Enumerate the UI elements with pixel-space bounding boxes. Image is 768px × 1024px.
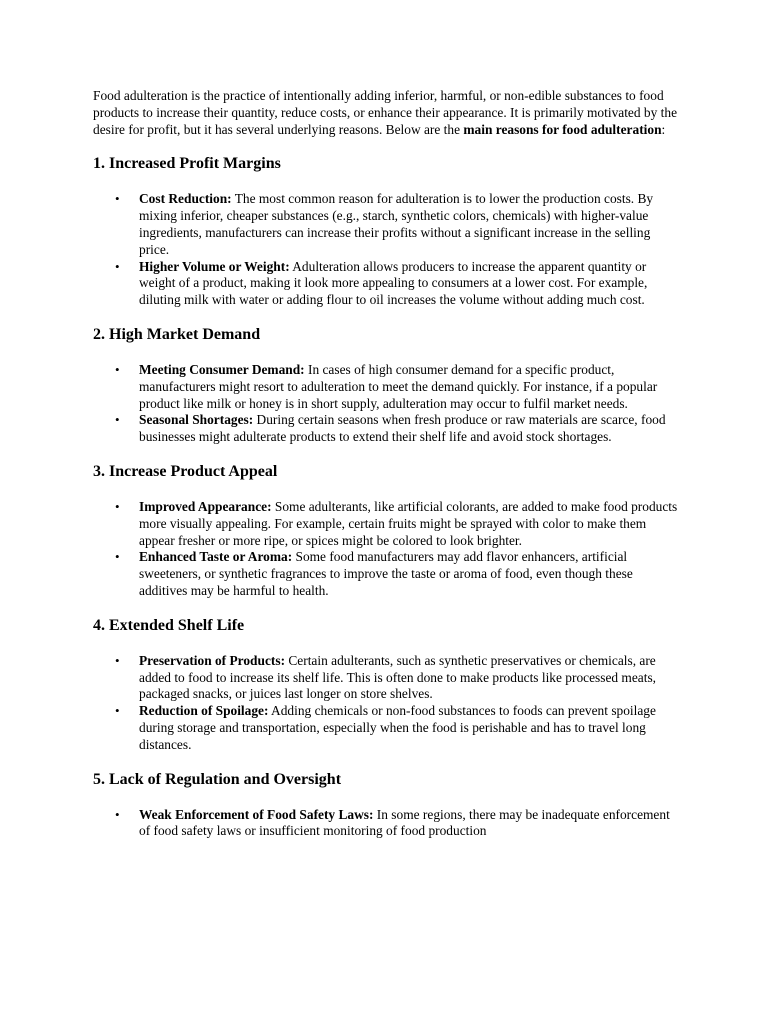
- bullet-list: [93, 653, 679, 754]
- bullet-icon: •: [115, 361, 120, 377]
- bullet-icon: •: [115, 549, 120, 565]
- bullet-icon: •: [115, 191, 120, 207]
- item-text: Some adulterants, like artificial colorants, are added to make food products more visually appealing. For example, certain fruits might be sprayed with color to make them appear fresher or more ripe, or spices might be colored to look brighter.: [139, 498, 678, 548]
- item-term: Reduction of Spoilage:: [139, 703, 269, 719]
- bullet-icon: •: [115, 412, 120, 428]
- intro-bold-text: main reasons for food adulteration: [463, 121, 662, 137]
- intro-paragraph: [93, 88, 679, 138]
- bullet-icon: •: [115, 498, 120, 514]
- list-item: [93, 499, 679, 549]
- bullet-icon: •: [115, 806, 120, 822]
- item-term: Weak Enforcement of Food Safety Laws:: [139, 806, 374, 822]
- bullet-list: [93, 191, 679, 309]
- document-page: [93, 88, 679, 840]
- bullet-list: [93, 362, 679, 446]
- list-item: [93, 412, 679, 446]
- section-heading: 1. Increased Profit Margins: [93, 155, 281, 173]
- bullet-list: [93, 807, 679, 841]
- bullet-icon: •: [115, 652, 120, 668]
- list-item: [93, 191, 679, 258]
- item-term: Cost Reduction:: [139, 191, 232, 207]
- item-text: During certain seasons when fresh produce or raw materials are scarce, food businesses might adulterate products to extend their shelf life and avoid stock shortages.: [139, 412, 666, 445]
- item-term: Seasonal Shortages:: [139, 412, 254, 428]
- list-item: [93, 549, 679, 599]
- intro-text: Food adulteration is the practice of intentionally adding inferior, harmful, or non-edible substances to food products to increase their quantity, reduce costs, or enhance their appearance. It is primarily motivated by the desire for profit, but it has several underlying reasons. Below are the: [93, 88, 678, 137]
- list-item: [93, 807, 679, 841]
- item-text: Some food manufacturers may add flavor enhancers, artificial sweeteners, or synthetic fragrances to improve the taste or aroma of food, even though these additives may be harmful to health.: [139, 549, 633, 598]
- item-text: Certain adulterants, such as synthetic preservatives or chemicals, are added to food to increase its shelf life. This is often done to make products like processed meats, packaged snacks, or juices last longer on store shelves.: [139, 652, 657, 702]
- section-heading: 2. High Market Demand: [93, 325, 261, 343]
- list-item: [93, 703, 679, 753]
- bullet-icon: •: [115, 258, 120, 274]
- item-term: Preservation of Products:: [139, 652, 286, 668]
- bullet-list: [93, 499, 679, 600]
- item-term: Higher Volume or Weight:: [139, 258, 290, 274]
- item-term: Meeting Consumer Demand:: [139, 361, 305, 377]
- intro-end: :: [661, 121, 666, 137]
- section-heading: 5. Lack of Regulation and Oversight: [93, 770, 342, 788]
- item-text: The most common reason for adulteration is to lower the production costs. By mixing inferior, cheaper substances (e.g., starch, synthetic colors, chemicals) with higher-value ingredients, manufacturers can increase their profits without a significant increase in the selling price.: [139, 191, 654, 257]
- item-text: Adding chemicals or non-food substances to foods can prevent spoilage during storage and transportation, especially when the food is perishable and has to travel long distances.: [139, 703, 656, 752]
- item-text: In cases of high consumer demand for a specific product, manufacturers might resort to adulteration to meet the demand quickly. For instance, if a popular product like milk or honey is in short supply, adulteration may occur to fulfil market needs.: [139, 361, 658, 411]
- item-term: Enhanced Taste or Aroma:: [139, 549, 293, 565]
- list-item: [93, 259, 679, 309]
- list-item: [93, 362, 679, 412]
- item-text: In some regions, there may be inadequate enforcement of food safety laws or insufficient monitoring of food production: [139, 806, 670, 839]
- bullet-icon: •: [115, 703, 120, 719]
- section-heading: 4. Extended Shelf Life: [93, 616, 245, 634]
- list-item: [93, 653, 679, 703]
- item-term: Improved Appearance:: [139, 498, 272, 514]
- section-heading: 3. Increase Product Appeal: [93, 462, 278, 480]
- item-text: Adulteration allows producers to increase the apparent quantity or weight of a product, making it look more appealing to consumers at a lower cost. For example, diluting milk with water or adding flour to oil increases the volume without adding much cost.: [139, 258, 648, 308]
